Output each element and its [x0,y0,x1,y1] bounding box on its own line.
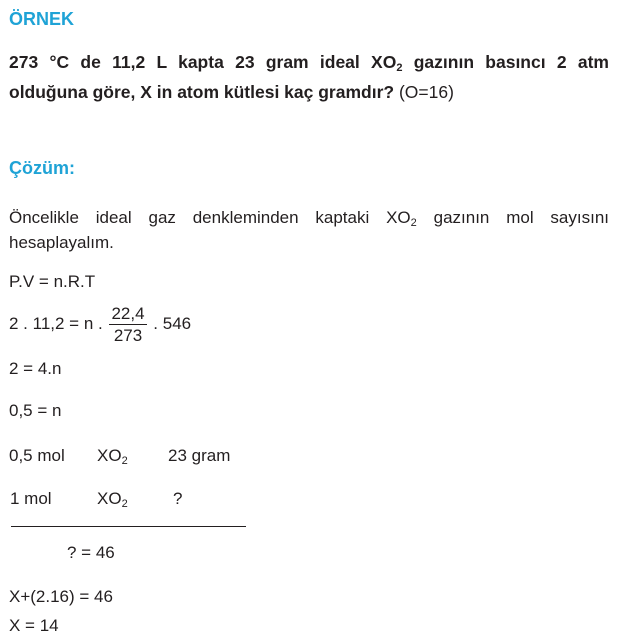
fraction-denominator: 273 [113,326,143,345]
proportion-result: ? = 46 [67,543,115,562]
final-equation-2: X = 14 [9,616,59,635]
proportion-row2-mol: 1 mol [10,489,52,508]
final-equation-1: X+(2.16) = 46 [9,587,113,606]
step-equation-2: 2 = 4.n [9,359,62,378]
step-equation-3: 0,5 = n [9,401,62,420]
solution-heading: Çözüm: [9,158,75,178]
proportion-row1-mol: 0,5 mol [9,446,65,465]
proportion-row2-mass: ? [173,489,183,508]
proportion-row2-formula: $XO_2$ [97,489,128,510]
solution-intro: Öncelikle ideal gaz denkleminden kaptaki $XO_2$ gazının mol sayısını hesaplayalım. [9,208,609,252]
ideal-gas-equation: P.V = n.R.T [9,272,96,291]
example-heading: ÖRNEK [9,9,75,29]
question-text: 273 °C de 11,2 L kapta 23 gram ideal $XO_2$ gazının basıncı 2 atm olduğuna göre, X in atom kütlesi kaç gramdır? (O=16) [9,52,609,102]
divider-line [11,526,246,527]
proportion-row1-formula: $XO_2$ [97,446,128,467]
proportion-row1-mass: 23 gram [168,446,231,465]
fraction-numerator: 22,4 [111,304,145,323]
substitution-equation: 2 . 11,2 = n . $\frac{22,4}{273}$ . 546 [9,304,192,345]
fraction [109,303,146,346]
